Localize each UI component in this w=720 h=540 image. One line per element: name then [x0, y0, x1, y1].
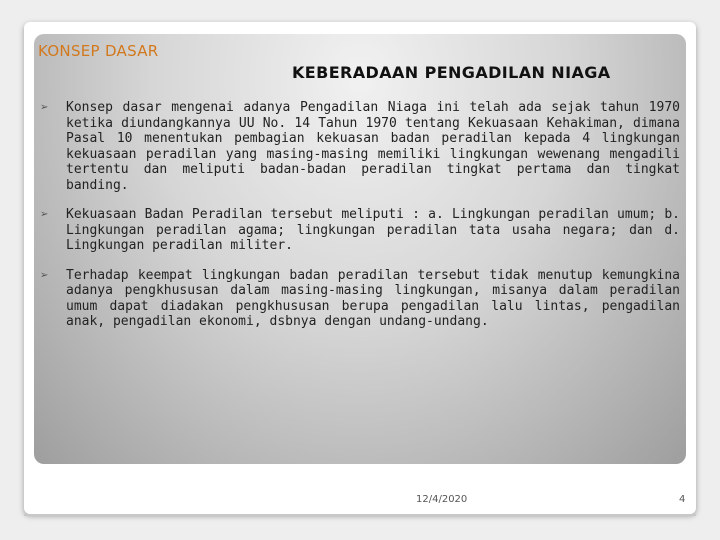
arrow-bullet-icon: ➢ [40, 269, 49, 281]
bullet-list [40, 100, 680, 344]
arrow-bullet-icon: ➢ [40, 102, 49, 113]
bullet-text: Terhadap keempat lingkungan badan peradilan tersebut tidak menutup kemungkina adanya pengkhususan dalam masing-masing lingkungan, misanya dalam peradilan umum dapat diadakan pengkhususan berupa pengadilan lalu lintas, pengadilan anak, pengadilan ekonomi, dsbnya dengan undang-undang. [66, 267, 680, 329]
section-label: KONSEP DASAR [38, 42, 159, 60]
bullet-item [40, 268, 680, 330]
bullet-item [40, 207, 680, 254]
bullet-text: Konsep dasar mengenai adanya Pengadilan Niaga ini telah ada sejak tahun 1970 ketika diundangkannya UU No. 14 Tahun 1970 tentang Kekuasaan Kehakiman, dimana Pasal 10 menentukan pembagian kekuasan badan peradilan kepada 4 lingkungan kekuasaan peradilan yang masing-masing memiliki lingkungan wewenang mengadili tertentu dan meliputi badan-badan peradilan tingkat pertama dan tingkat banding. [66, 100, 680, 193]
slide-title: KEBERADAAN PENGADILAN NIAGA [292, 63, 611, 82]
bullet-item [40, 100, 680, 193]
page-number: 4 [679, 494, 686, 505]
arrow-bullet-icon: ➢ [40, 209, 49, 220]
footer-date: 12/4/2020 [416, 494, 468, 505]
footer-divider [24, 514, 696, 516]
bullet-text: Kekuasaan Badan Peradilan tersebut meliputi : a. Lingkungan peradilan umum; b. Lingkungan peradilan agama; lingkungan peradilan tata usaha negara; dan d. Lingkungan peradilan militer. [66, 207, 680, 253]
